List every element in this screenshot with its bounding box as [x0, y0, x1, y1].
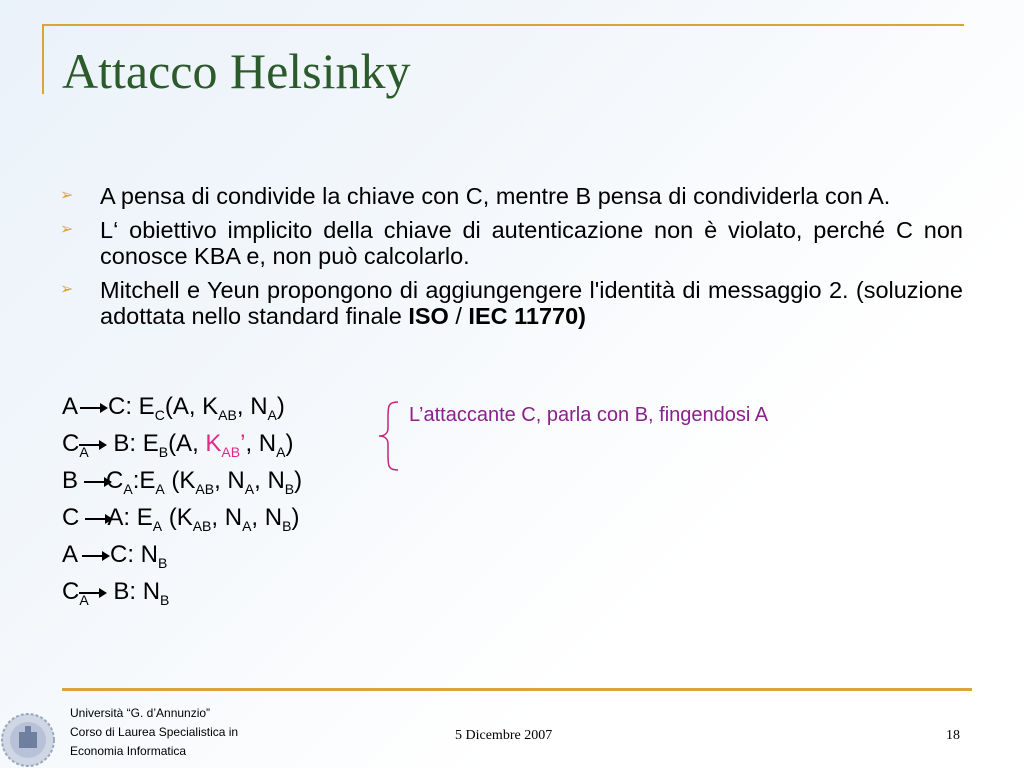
protocol-line-5	[62, 541, 302, 578]
attacker-callout: L’attaccante C, parla con B, fingendosi A	[409, 404, 769, 426]
subscript: B	[158, 554, 168, 571]
protocol-line-4	[62, 504, 302, 541]
program-name: Economia Informatica	[70, 744, 187, 758]
protocol-line-2	[62, 430, 302, 467]
sender: C	[62, 578, 80, 605]
bullet-arrow-icon: ➢	[60, 221, 74, 238]
arrow-right-icon	[77, 587, 107, 599]
subscript: B	[160, 591, 170, 608]
arrow-right-icon	[78, 402, 108, 414]
msg-part: , N	[236, 393, 268, 420]
msg-part: (A,	[168, 430, 206, 457]
msg-part: )	[291, 504, 300, 531]
iso-text: ISO	[408, 303, 449, 329]
subscript: A	[276, 443, 286, 460]
left-frame-line	[42, 24, 44, 94]
bullet-text: L‘ obiettivo implicito della chiave di autenticazione non è violato, perché C non conosce KBA e, non può calcolarlo.	[100, 217, 963, 269]
msg-part: , N	[251, 504, 283, 531]
receiver: A: E	[107, 504, 153, 531]
subscript: AB	[195, 480, 215, 497]
footer-divider	[62, 688, 972, 691]
subscript: A	[155, 480, 165, 497]
protocol-steps	[62, 393, 302, 615]
sender: C	[62, 504, 80, 531]
receiver: C	[106, 467, 124, 494]
msg-part: , N	[245, 430, 277, 457]
subscript: A	[79, 443, 89, 460]
subscript: A	[79, 591, 89, 608]
page-number: 18	[946, 728, 960, 743]
subscript: C	[154, 406, 165, 423]
msg-part: )	[276, 393, 285, 420]
msg-part: , N	[214, 467, 245, 494]
subscript: AB	[192, 517, 212, 534]
receiver: B: E	[106, 430, 159, 457]
sender: A	[62, 393, 79, 420]
msg-part: (K	[164, 467, 196, 494]
arrow-right-icon	[80, 550, 110, 562]
receiver: C: N	[110, 541, 159, 568]
subscript: B	[284, 480, 295, 497]
msg-part: )	[294, 467, 303, 494]
subscript: A	[244, 480, 255, 497]
separator-text: /	[448, 303, 469, 329]
bullet-item	[60, 183, 963, 209]
bullet-text: A pensa di condivide la chiave con C, mentre B pensa di condividerla con A.	[100, 183, 891, 209]
receiver: B: N	[106, 578, 161, 605]
sender: C	[62, 430, 80, 457]
subscript: A	[123, 480, 133, 497]
arrow-right-icon	[77, 439, 107, 451]
sender: A	[62, 541, 79, 568]
msg-part: , N	[211, 504, 243, 531]
bullet-item	[60, 217, 963, 269]
curly-brace-icon	[376, 400, 402, 472]
course-name: Corso di Laurea Specialistica in	[70, 725, 239, 739]
protocol-line-6	[62, 578, 302, 615]
bullet-text: Mitchell e Yeun propongono di aggiungengere l'identità di messaggio 2. (soluzione adottata nello standard finale	[100, 277, 963, 329]
protocol-line-1	[62, 393, 302, 430]
receiver: C: E	[108, 393, 155, 420]
footer-institution	[70, 704, 238, 761]
subscript: A	[152, 517, 163, 534]
protocol-line-3	[62, 467, 302, 504]
bullet-arrow-icon: ➢	[60, 281, 74, 298]
footer-date: 5 Dicembre 2007	[455, 728, 553, 743]
msg-part: (A, K	[164, 393, 219, 420]
msg-part: , N	[254, 467, 285, 494]
msg-part: :E	[132, 467, 156, 494]
subscript: B	[282, 517, 292, 534]
university-seal-icon	[0, 706, 58, 768]
subscript: A	[242, 517, 252, 534]
top-frame-line	[42, 24, 964, 26]
sender: B	[62, 467, 79, 494]
bullet-item	[60, 277, 963, 329]
iec-text: IEC 11770)	[468, 303, 587, 329]
subscript: A	[267, 406, 277, 423]
slide-title: Attacco Helsinky	[62, 43, 411, 99]
university-name: Università “G. d’Annunzio”	[70, 706, 211, 720]
bullet-list	[60, 183, 963, 337]
forged-key-prime: ’	[240, 430, 246, 457]
msg-part: )	[285, 430, 294, 457]
subscript: AB	[221, 443, 241, 460]
msg-part: (K	[162, 504, 193, 531]
subscript: AB	[218, 406, 237, 423]
bullet-arrow-icon: ➢	[60, 187, 74, 204]
forged-key: K	[205, 430, 222, 457]
subscript: B	[158, 443, 169, 460]
